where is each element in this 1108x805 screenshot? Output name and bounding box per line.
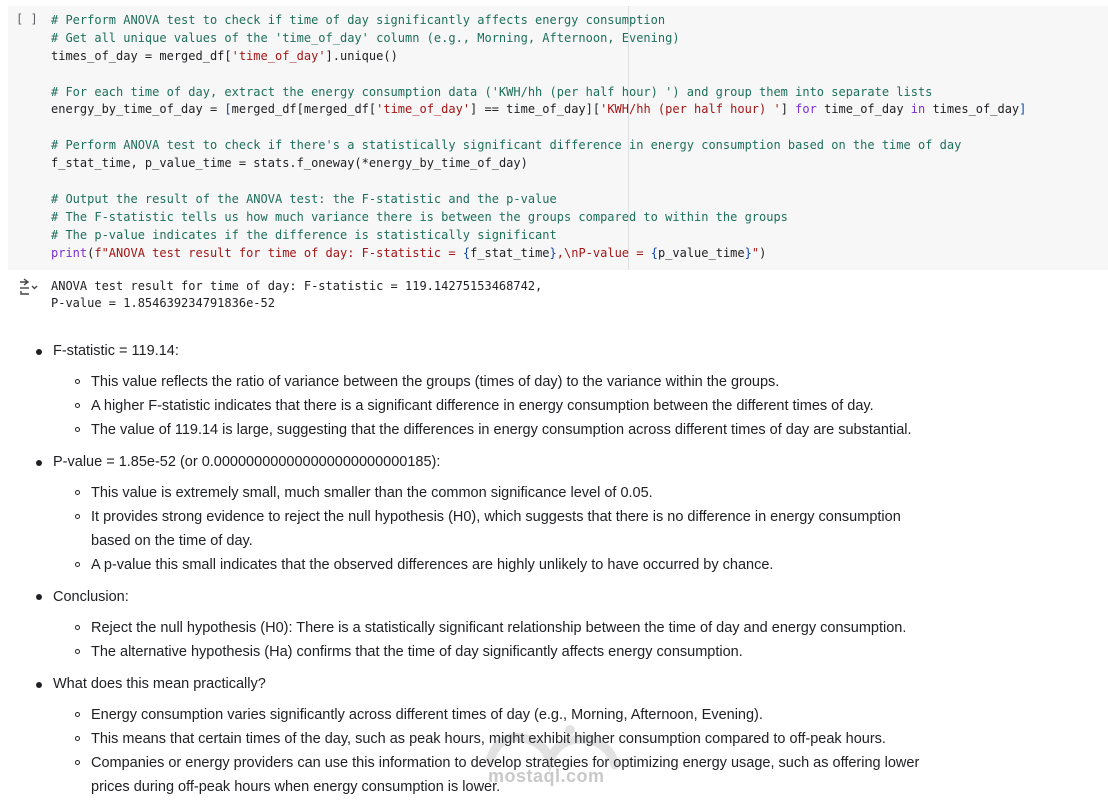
sub-bullet: [75, 736, 80, 741]
sub-bullet: [75, 760, 80, 765]
bullet: [36, 594, 42, 600]
list-item: This value is extremely small, much smaller than the common significance level of 0.05.: [91, 485, 653, 501]
bullet-label: F-statistic = 119.14:: [53, 343, 179, 359]
list-item: The alternative hypothesis (Ha) confirms that the time of day significantly affects energy consumption.: [91, 644, 743, 660]
list-item: This means that certain times of the day, such as peak hours, might exhibit higher consumption compared to off-peak hours.: [91, 731, 886, 747]
code-line[interactable]: [51, 30, 1026, 48]
code-token: energy_by_time_of_day =: [51, 102, 225, 117]
code-token: 'KWH/hh (per half hour) ': [600, 102, 781, 117]
code-editor[interactable]: [51, 12, 1026, 262]
cell-output: [51, 278, 542, 312]
list-item: This value reflects the ratio of variance between the groups (times of day) to the variance within the groups.: [91, 374, 780, 390]
sub-bullet: [75, 379, 80, 384]
code-token: time_of_day: [816, 102, 911, 117]
code-line[interactable]: [51, 101, 1026, 119]
code-token: }: [744, 245, 752, 260]
code-token: print: [51, 245, 88, 260]
list-item-continued: based on the time of day.: [91, 533, 253, 549]
code-token: # Get all unique values of the 'time_of_day' column (e.g., Morning, Afternoon, Evening): [51, 30, 680, 45]
list-item: Companies or energy providers can use this information to develop strategies for optimizing energy usage, such as offering lower: [91, 755, 920, 771]
list-item: A higher F-statistic indicates that there is a significant difference in energy consumption between the different times of day.: [91, 398, 874, 414]
bullet: [36, 460, 42, 466]
code-token: }: [549, 245, 557, 260]
sub-bullet: [75, 490, 80, 495]
output-line: P-value = 1.854639234791836e-52: [51, 296, 275, 310]
sub-bullet: [75, 514, 80, 519]
code-line[interactable]: [51, 173, 1026, 191]
list-item: The value of 119.14 is large, suggesting that the differences in energy consumption across different times of day are substantial.: [91, 422, 912, 438]
code-token: ): [520, 156, 528, 171]
code-token: # Perform ANOVA test to check if there's a statistically significant difference in energy consumption based on the time of day: [51, 138, 962, 153]
code-token: ] == time_of_day][: [470, 102, 601, 117]
code-line[interactable]: [51, 66, 1026, 84]
list-item: Reject the null hypothesis (H0): There is a statistically significant relationship between the time of day and energy consumption.: [91, 620, 907, 636]
run-cell-button[interactable]: [ ]: [16, 12, 38, 26]
code-token: for: [795, 102, 817, 117]
watermark-text: mostaql.com: [488, 766, 605, 786]
bullet-label: P-value = 1.85e-52 (or 0.000000000000000000000000185):: [53, 454, 441, 470]
code-token: f"ANOVA test result for time of day: F-statistic =: [94, 245, 463, 260]
sub-bullet: [75, 427, 80, 432]
code-line[interactable]: [51, 119, 1026, 137]
sub-bullet: [75, 649, 80, 654]
code-token: ): [759, 245, 767, 260]
code-token: f_stat_time: [470, 245, 550, 260]
code-token: [: [224, 102, 232, 117]
bullet: [36, 349, 42, 355]
code-token: 'time_of_day': [231, 48, 326, 63]
code-line[interactable]: [51, 227, 1026, 245]
bullet-label: Conclusion:: [53, 589, 129, 605]
code-line[interactable]: [51, 48, 1026, 66]
code-token: ": [751, 245, 760, 260]
code-token: # The p-value indicates if the difference is statistically significant: [51, 227, 557, 242]
list-item: It provides strong evidence to reject the null hypothesis (H0), which suggests that there is no difference in energy consumption: [91, 509, 901, 525]
code-line[interactable]: [51, 191, 1026, 209]
sub-bullet: [75, 625, 80, 630]
code-line[interactable]: [51, 137, 1026, 155]
code-line[interactable]: [51, 12, 1026, 30]
code-token: *energy_by_time_of_day: [361, 156, 521, 171]
code-line[interactable]: [51, 84, 1026, 102]
code-token: # Perform ANOVA test to check if time of day significantly affects energy consumption: [51, 13, 666, 27]
code-token: 'time_of_day': [376, 102, 471, 117]
code-token: ,\nP-value =: [556, 245, 651, 260]
code-token: {: [462, 245, 471, 260]
code-line[interactable]: [51, 155, 1026, 173]
code-token: times_of_day = merged_df[: [51, 48, 232, 63]
code-token: ].unique(): [325, 48, 398, 63]
bullet-label: What does this mean practically?: [53, 676, 266, 692]
code-token: times_of_day: [925, 102, 1020, 117]
bullet: [36, 682, 42, 688]
code-token: {: [650, 245, 658, 260]
output-line: ANOVA test result for time of day: F-statistic = 119.14275153468742,: [51, 279, 543, 293]
output-toggle-icon[interactable]: [18, 278, 38, 296]
code-token: ]: [780, 102, 796, 117]
list-item-continued: prices during off-peak hours when energy consumption is lower.: [91, 779, 501, 795]
sub-bullet: [75, 562, 80, 567]
code-token: # For each time of day, extract the energy consumption data ('KWH/hh (per half hour) ') and group them into separate lists: [51, 84, 933, 99]
code-token: # Output the result of the ANOVA test: the F-statistic and the p-value: [51, 191, 557, 206]
code-token: (: [87, 245, 95, 260]
list-item: Energy consumption varies significantly across different times of day (e.g., Morning, Afternoon, Evening).: [91, 707, 763, 723]
code-token: in: [910, 102, 926, 117]
sub-bullet: [75, 712, 80, 717]
code-token: p_value_time: [657, 245, 745, 260]
code-token: # The F-statistic tells us how much variance there is between the groups compared to within the groups: [51, 209, 788, 224]
code-token: f_stat_time, p_value_time = stats.f_oneway(: [51, 156, 362, 171]
sub-bullet: [75, 403, 80, 408]
code-token: merged_df[merged_df[: [231, 102, 377, 117]
list-item: A p-value this small indicates that the observed differences are highly unlikely to have occurred by chance.: [91, 557, 774, 573]
code-token: ]: [1019, 102, 1027, 117]
code-line[interactable]: [51, 245, 1026, 263]
code-line[interactable]: [51, 209, 1026, 227]
